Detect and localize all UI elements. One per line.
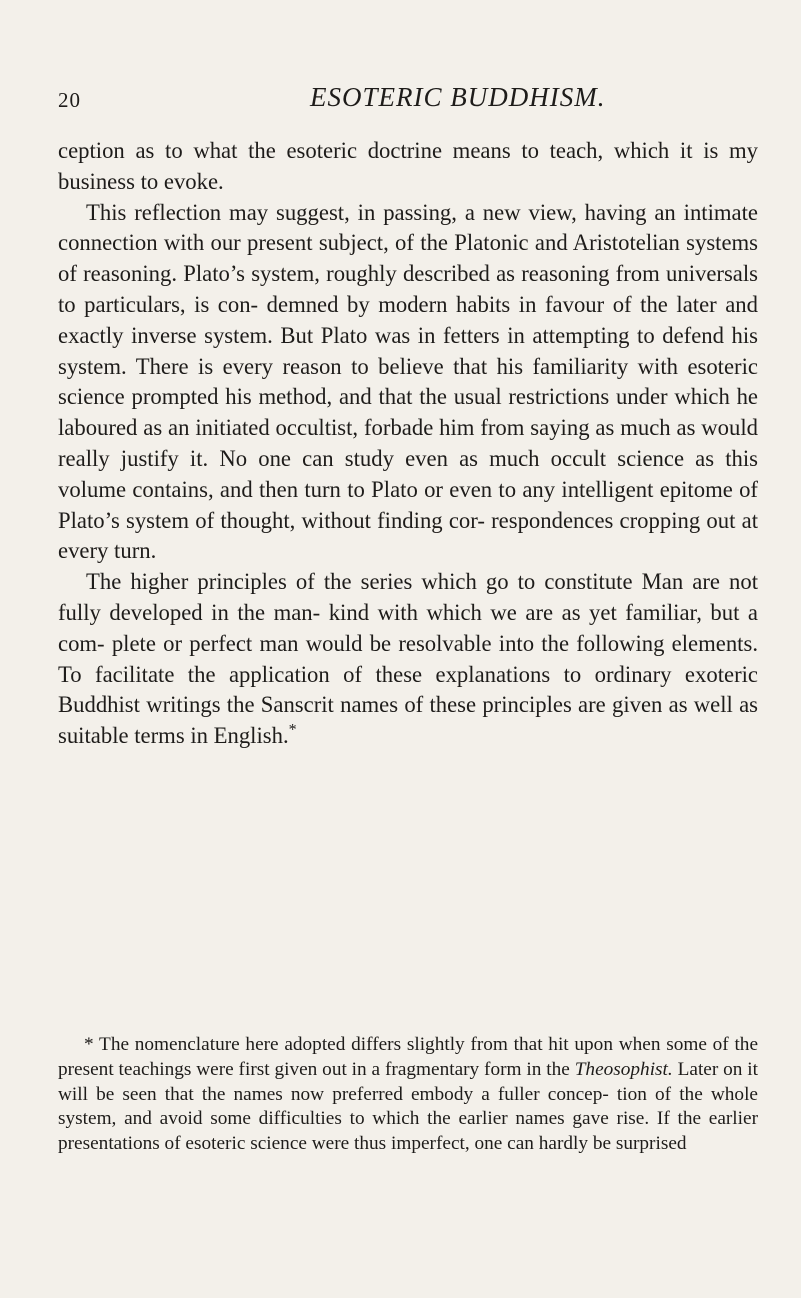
paragraph-continued: ception as to what the esoteric doctrine means to teach, which it is my business to evoke. [58, 138, 758, 194]
main-text [58, 136, 758, 752]
running-title: ESOTERIC BUDDHISM. [310, 82, 606, 112]
footnote-text-end: Later on it will be seen that the names now preferred embody a fuller concep- tion of the whole system, and avoid some difficulties to which the earlier names gave rise. If the earlier presentations of esoteric science were thus imperfect, one can hardly be surprised [58, 1058, 759, 1155]
paragraph-principles [58, 567, 758, 752]
footnote [58, 1033, 758, 1157]
footnote-reference-mark: * [288, 721, 297, 739]
paragraph-plato: This reflection may suggest, in passing, a new view, having an intimate connection with our present subject, of the Platonic and Aristotelian systems of reasoning. Plato’s system, roughly described as reasoning from universals to particulars, is con- demned by modern habits in favour of the later and exactly inverse system. But Plato was in fetters in attempting to defend his system. There is every reason to believe that his familiarity with esoteric science prompted his method, and that the usual restrictions under which he laboured as an initiated occultist, forbade him from saying as much as would really justify it. No one can study even as much occult science as this volume contains, and then turn to Plato or even to any intelligent epitome of Plato’s system of thought, without finding cor- respondences cropping out at every turn. [58, 199, 758, 564]
footnote-text-start: The nomenclature here adopted differs slightly from that hit upon when some of the present teachings were first given out in a fragmentary form in the [58, 1034, 758, 1080]
footnote-paragraph [58, 1033, 758, 1157]
page-number: 20 [58, 88, 81, 112]
paragraph-principles-text: The higher principles of the series which go to constitute Man are not fully developed in the man- kind with which we are as yet familiar, but a com- plete or perfect man would be resolvable into the following elements. To facilitate the application of these explanations to ordinary exoteric Buddhist writings the Sanscrit names of these principles are given as well as suitable terms in English. [58, 569, 758, 749]
footnote-mark: * [84, 1034, 94, 1055]
footnote-journal-title: Theosophist. [574, 1058, 673, 1080]
